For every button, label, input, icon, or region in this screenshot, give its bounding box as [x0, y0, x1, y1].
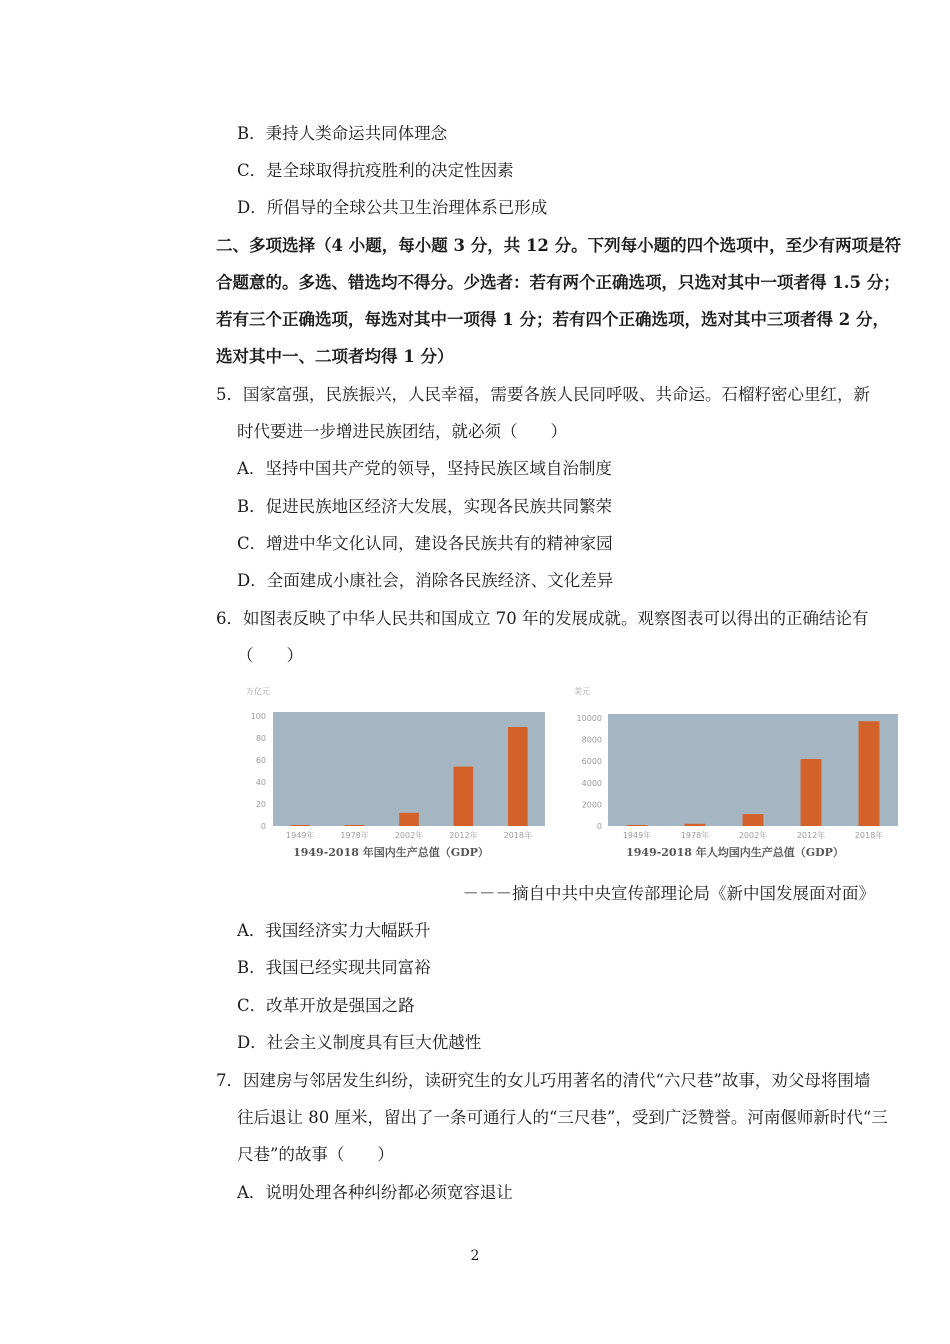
gdp-per-capita-chart-svg — [572, 684, 902, 874]
x-tick-label: 2018年 — [854, 831, 884, 840]
chart-title: 1949-2018 年人均国内生产总值（GDP） — [626, 846, 844, 859]
chart-title: 1949-2018 年国内生产总值（GDP） — [293, 846, 489, 859]
bar — [345, 825, 365, 826]
section2-heading-line4: 选对其中一、二项者均得 1 分） — [216, 347, 454, 366]
plot-area — [273, 712, 545, 826]
y-tick-label: 2000 — [581, 800, 602, 810]
x-tick-label: 1949年 — [286, 831, 315, 840]
x-tick-label: 1978年 — [340, 831, 369, 840]
y-tick-label: 20 — [255, 800, 266, 809]
gdp-per-capita-chart — [572, 684, 902, 874]
chart-source-citation: －－－摘自中共中央宣传部理论局《新中国发展面对面》 — [462, 884, 875, 903]
q5-stem-line1: 5．国家富强，民族振兴，人民幸福，需要各族人民同呼吸、共命运。石榴籽密心里红，新 — [216, 385, 870, 404]
y-axis-label: 美元 — [574, 687, 590, 696]
q6-stem-line2: （ ） — [237, 646, 303, 665]
q7-stem-line1: 7．因建房与邻居发生纠纷，读研究生的女儿巧用著名的清代“六尺巷”故事，劝父母将围墙 — [216, 1071, 871, 1090]
x-tick-label: 2002年 — [738, 831, 768, 840]
bar — [290, 825, 310, 826]
y-tick-label: 0 — [260, 822, 266, 831]
y-tick-label: 60 — [255, 756, 266, 765]
q5-option-c: C．增进中华文化认同，建设各民族共有的精神家园 — [237, 534, 613, 553]
bar — [399, 813, 419, 826]
section2-heading-line2: 合题意的。多选、错选均不得分。少选者：若有两个正确选项，只选对其中一项者得 1.5 分； — [216, 273, 900, 292]
x-tick-label: 1949年 — [622, 831, 652, 840]
q5-stem-line2: 时代要进一步增进民族团结，就必须（ ） — [237, 422, 567, 441]
gdp-chart-svg — [244, 684, 560, 874]
x-tick-label: 1978年 — [680, 831, 710, 840]
x-tick-label: 2018年 — [503, 831, 532, 840]
q6-option-d: D．社会主义制度具有巨大优越性 — [237, 1033, 482, 1052]
bar — [801, 759, 822, 826]
q4-option-c: C．是全球取得抗疫胜利的决定性因素 — [237, 161, 514, 180]
q4-option-b: B．秉持人类命运共同体理念 — [237, 124, 448, 143]
bar — [508, 727, 528, 826]
q7-stem-line2: 往后退让 80 厘米，留出了一条可通行人的“三尺巷”，受到广泛赞誉。河南偃师新时代“三 — [237, 1108, 888, 1127]
x-tick-label: 2012年 — [449, 831, 478, 840]
page-number: 2 — [470, 1248, 480, 1264]
q5-option-a: A．坚持中国共产党的领导，坚持民族区域自治制度 — [237, 459, 612, 478]
bar — [627, 825, 648, 826]
y-tick-label: 40 — [255, 778, 266, 787]
q4-option-d: D．所倡导的全球公共卫生治理体系已形成 — [237, 198, 548, 217]
gdp-chart — [244, 684, 560, 874]
y-tick-label: 10000 — [576, 714, 602, 723]
q5-option-b: B．促进民族地区经济大发展，实现各民族共同繁荣 — [237, 497, 613, 516]
bar — [685, 824, 706, 826]
q6-option-a: A．我国经济实力大幅跃升 — [237, 921, 431, 940]
q7-stem-line3: 尺巷”的故事（ ） — [237, 1145, 394, 1164]
y-tick-label: 0 — [596, 822, 602, 831]
x-tick-label: 2002年 — [394, 831, 424, 840]
y-tick-label: 100 — [250, 712, 266, 721]
section2-heading-line3: 若有三个正确选项，每选对其中一项得 1 分；若有四个正确选项，选对其中三项者得 2 分， — [216, 310, 889, 329]
y-tick-label: 8000 — [581, 735, 602, 745]
q6-option-b: B．我国已经实现共同富裕 — [237, 958, 431, 977]
q7-option-a: A．说明处理各种纠纷都必须宽容退让 — [237, 1183, 513, 1202]
y-tick-label: 80 — [255, 734, 266, 743]
plot-area — [608, 714, 898, 826]
x-tick-label: 2012年 — [796, 831, 826, 840]
y-tick-label: 6000 — [581, 757, 602, 767]
bar — [743, 814, 764, 826]
bar — [859, 721, 880, 826]
bar — [454, 767, 474, 826]
section2-heading-line1: 二、多项选择（4 小题，每小题 3 分，共 12 分。下列每小题的四个选项中，至少有两项是符 — [216, 236, 902, 255]
q6-stem-line1: 6．如图表反映了中华人民共和国成立 70 年的发展成就。观察图表可以得出的正确结论有 — [216, 609, 869, 628]
y-tick-label: 4000 — [581, 778, 602, 788]
q5-option-d: D．全面建成小康社会，消除各民族经济、文化差异 — [237, 571, 614, 590]
q6-option-c: C．改革开放是强国之路 — [237, 996, 415, 1015]
y-axis-label: 万亿元 — [246, 687, 270, 696]
